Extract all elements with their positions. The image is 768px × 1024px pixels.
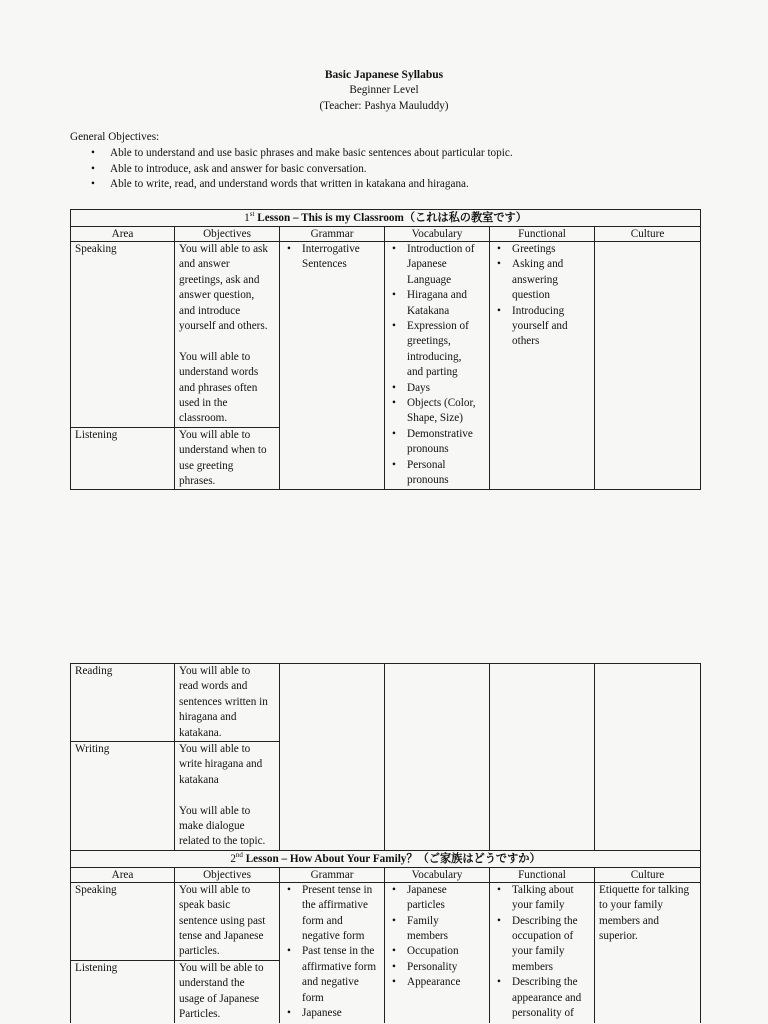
list-item-line: appearance and bbox=[512, 991, 582, 1004]
text-line: and answer bbox=[179, 258, 230, 271]
list-item-line: answering bbox=[512, 273, 558, 286]
text-line: classroom. bbox=[179, 412, 228, 425]
col-functional: Functional bbox=[490, 227, 595, 242]
list-item bbox=[407, 960, 485, 975]
functional-cell bbox=[490, 882, 595, 1022]
text-line: read words and bbox=[179, 680, 248, 693]
text-line: You will able to bbox=[179, 665, 251, 677]
vocabulary-cell bbox=[385, 664, 490, 851]
list-item bbox=[407, 944, 485, 959]
list-item bbox=[407, 381, 485, 396]
text-line: katakana. bbox=[179, 726, 222, 739]
bullet-icon: • bbox=[91, 178, 95, 190]
list-item-line: • Asking and bbox=[512, 258, 564, 271]
text-line: greetings, ask and bbox=[179, 273, 260, 286]
text-line: You will able to bbox=[179, 428, 251, 441]
functional-cell bbox=[490, 664, 595, 851]
bullet-icon: • bbox=[91, 163, 95, 175]
list-item bbox=[302, 242, 380, 273]
area-writing: Writing bbox=[71, 742, 175, 851]
list-item-line: • Describing the bbox=[512, 976, 578, 989]
list-item-line: form and bbox=[302, 914, 343, 927]
text-line: You will able to bbox=[179, 350, 251, 363]
list-item-line: your family bbox=[512, 945, 565, 958]
list-item-line: personality of bbox=[512, 1007, 574, 1020]
text-line: understand the bbox=[179, 977, 245, 990]
list-item-line: • Japanese bbox=[302, 1007, 342, 1020]
text-line: understand words bbox=[179, 366, 259, 379]
list-item bbox=[512, 304, 590, 350]
list-item-line: occupation of bbox=[512, 930, 574, 943]
list-item-line: pronouns bbox=[407, 443, 449, 456]
list-item-line: • Talking about bbox=[512, 883, 574, 896]
list-item-line: affirmative form bbox=[302, 960, 377, 973]
text-line: You will able to bbox=[179, 883, 251, 896]
text-line: sentence using past bbox=[179, 914, 266, 927]
list-item-line: question bbox=[512, 289, 550, 302]
list-item-line: • Expression of bbox=[407, 320, 469, 333]
list-item-line: yourself and bbox=[512, 320, 568, 333]
lesson1-title: 1st Lesson – This is my Classroom（これは私の教室です） bbox=[71, 210, 701, 227]
col-objectives: Objectives bbox=[175, 227, 280, 242]
text-line: superior. bbox=[599, 930, 638, 943]
text-line: and introduce bbox=[179, 304, 241, 317]
lesson1-table bbox=[70, 209, 701, 490]
list-item-line: • Demonstrative bbox=[407, 427, 473, 440]
list-item-line: • Appearance bbox=[407, 976, 461, 989]
text-line: You will be able to bbox=[179, 961, 264, 974]
list-item-line: • Describing the bbox=[512, 914, 578, 927]
area-reading: Reading bbox=[71, 664, 175, 742]
list-item bbox=[407, 883, 485, 914]
text-line: write hiragana and bbox=[179, 758, 263, 771]
list-item-line: • Present tense in bbox=[302, 883, 373, 896]
culture-cell bbox=[595, 664, 701, 851]
text-line: make dialogue bbox=[179, 820, 245, 833]
functional-cell bbox=[490, 242, 595, 490]
text-line: tense and Japanese bbox=[179, 930, 264, 943]
list-item-line: • Greetings bbox=[512, 243, 556, 255]
list-item-line: greetings, bbox=[407, 335, 451, 348]
list-item-line: and parting bbox=[407, 366, 458, 379]
text-line: You will able to ask bbox=[179, 243, 268, 255]
col-area: Area bbox=[71, 227, 175, 242]
text-line: Etiquette for talking bbox=[599, 883, 690, 896]
col-grammar: Grammar bbox=[280, 867, 385, 882]
list-item-line: Japanese bbox=[407, 258, 447, 271]
col-culture: Culture bbox=[595, 227, 701, 242]
list-item-line: negative form bbox=[302, 930, 365, 943]
list-item-line: • Introducing bbox=[512, 304, 565, 317]
objectives-heading: General Objectives: bbox=[70, 131, 160, 143]
list-item-line: Shape, Size) bbox=[407, 412, 463, 425]
text-line: answer question, bbox=[179, 289, 255, 302]
col-area: Area bbox=[71, 867, 175, 882]
list-item bbox=[512, 975, 590, 1021]
col-culture: Culture bbox=[595, 867, 701, 882]
area-listening: Listening bbox=[71, 427, 175, 490]
list-item-line: • Past tense in the bbox=[302, 945, 375, 958]
text-line: katakana bbox=[179, 773, 219, 786]
text-line: related to the topic. bbox=[179, 835, 266, 848]
culture-cell bbox=[595, 242, 701, 490]
area-listening: Listening bbox=[71, 960, 175, 1022]
list-item bbox=[407, 458, 485, 489]
list-item bbox=[512, 883, 590, 914]
list-item-line: members bbox=[407, 930, 449, 943]
text-line: yourself and others. bbox=[179, 320, 268, 333]
objective-writing bbox=[175, 742, 280, 851]
objective-speaking bbox=[175, 242, 280, 428]
list-item bbox=[407, 427, 485, 458]
list-item-line: • Days bbox=[407, 381, 430, 394]
col-functional: Functional bbox=[490, 867, 595, 882]
list-item-line: Language bbox=[407, 273, 452, 286]
list-item bbox=[512, 242, 590, 257]
list-item-line: pronouns bbox=[407, 474, 449, 487]
list-item-line: Sentences bbox=[302, 258, 347, 271]
list-item-line: particles bbox=[407, 899, 445, 912]
list-item-line: • Personality bbox=[407, 960, 458, 973]
objective-item: Able to introduce, ask and answer for basic conversation. bbox=[110, 163, 367, 175]
list-item-line: and negative bbox=[302, 976, 359, 989]
text-line: to your family bbox=[599, 899, 664, 912]
document-subtitle: Beginner Level bbox=[349, 84, 419, 96]
text-line: usage of Japanese bbox=[179, 992, 260, 1005]
list-item bbox=[407, 914, 485, 945]
list-item-line: • Hiragana and bbox=[407, 289, 467, 302]
list-item-line: your family bbox=[512, 899, 565, 912]
list-item bbox=[407, 242, 485, 288]
document-title: Basic Japanese Syllabus bbox=[324, 69, 444, 81]
list-item bbox=[407, 975, 485, 990]
lesson2-table bbox=[70, 663, 701, 1023]
text-line: You will able to bbox=[179, 804, 251, 817]
culture-cell bbox=[595, 882, 701, 1022]
list-item-line: Katakana bbox=[407, 304, 450, 317]
lesson2-title: 2nd Lesson – How About Your Family？（ご家族はどうですか） bbox=[71, 850, 701, 867]
list-item bbox=[512, 257, 590, 303]
list-item-line: the affirmative bbox=[302, 899, 368, 912]
vocabulary-cell bbox=[385, 882, 490, 1022]
text-line: sentences written in bbox=[179, 695, 268, 708]
list-item-line: • Family bbox=[407, 914, 439, 927]
list-item-line: form bbox=[302, 991, 324, 1004]
bullet-icon: • bbox=[91, 147, 95, 159]
objective-listening bbox=[175, 427, 280, 490]
objective-item: Able to write, read, and understand words that written in katakana and hiragana. bbox=[110, 178, 469, 190]
text-line: hiragana and bbox=[179, 711, 237, 724]
objective-listening bbox=[175, 960, 280, 1022]
list-item-line: • Introduction of bbox=[407, 243, 475, 255]
list-item-line: • Personal bbox=[407, 458, 446, 471]
text-line: use greeting bbox=[179, 459, 234, 472]
col-vocabulary: Vocabulary bbox=[385, 227, 490, 242]
col-objectives: Objectives bbox=[175, 867, 280, 882]
grammar-cell bbox=[280, 242, 385, 490]
list-item-line: • Occupation bbox=[407, 945, 459, 958]
list-item bbox=[302, 1006, 380, 1021]
objective-reading bbox=[175, 664, 280, 742]
text-line: used in the bbox=[179, 397, 228, 410]
list-item-line: • Interrogative bbox=[302, 243, 360, 255]
text-line: understand when to bbox=[179, 444, 267, 457]
text-line: speak basic bbox=[179, 899, 231, 912]
objective-speaking bbox=[175, 882, 280, 960]
col-vocabulary: Vocabulary bbox=[385, 867, 490, 882]
list-item-line: • Japanese bbox=[407, 883, 447, 896]
list-item bbox=[407, 396, 485, 427]
teacher-line: (Teacher: Pashya Mauluddy) bbox=[319, 100, 449, 112]
list-item-line: introducing, bbox=[407, 350, 462, 363]
list-item bbox=[302, 883, 380, 945]
text-line: particles. bbox=[179, 945, 220, 958]
vocabulary-cell bbox=[385, 242, 490, 490]
area-speaking: Speaking bbox=[71, 882, 175, 960]
text-line: Particles. bbox=[179, 1008, 221, 1021]
list-item-line: members bbox=[512, 960, 554, 973]
col-grammar: Grammar bbox=[280, 227, 385, 242]
list-item bbox=[302, 944, 380, 1006]
list-item bbox=[407, 319, 485, 381]
grammar-cell bbox=[280, 882, 385, 1022]
text-line: members and bbox=[599, 914, 659, 927]
text-line: phrases. bbox=[179, 475, 216, 488]
text-line: and phrases often bbox=[179, 381, 258, 394]
list-item-line: others bbox=[512, 335, 540, 348]
objective-item: Able to understand and use basic phrases and make basic sentences about particular topic. bbox=[110, 147, 513, 159]
list-item-line: • Objects (Color, bbox=[407, 397, 476, 410]
area-speaking: Speaking bbox=[71, 242, 175, 428]
list-item bbox=[407, 288, 485, 319]
list-item bbox=[512, 914, 590, 976]
grammar-cell bbox=[280, 664, 385, 851]
text-line: You will able to bbox=[179, 743, 251, 756]
